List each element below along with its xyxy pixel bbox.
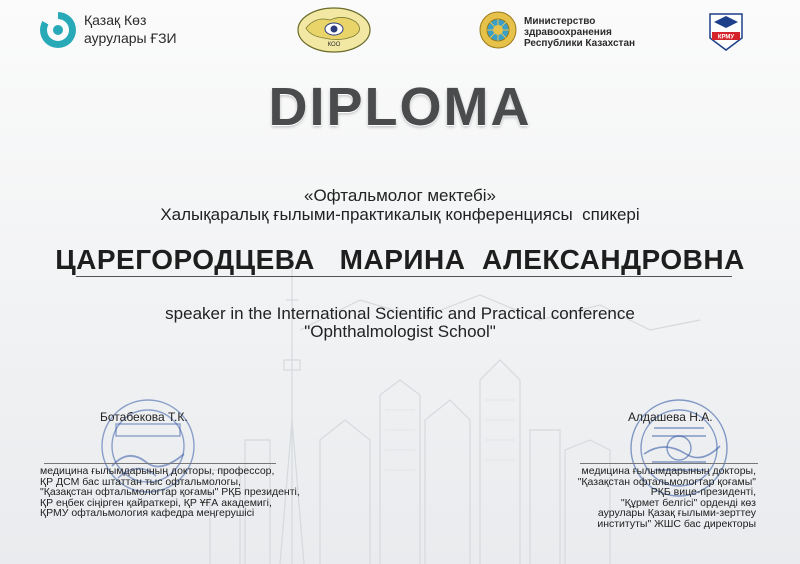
left-signatory-name: Ботабекова Т.К. — [100, 410, 188, 424]
ministry-line3: Республики Казахстан — [524, 38, 636, 49]
school-name: «Офтальмолог мектебі» — [304, 186, 496, 205]
right-credential-line: "Қазақстан офтальмологтар қоғамы" — [577, 475, 756, 488]
right-signatory-credentials — [556, 466, 756, 529]
krmu-university-logo — [706, 8, 746, 52]
left-credential-line: медицина ғылымдарының докторы, профессор, — [40, 465, 275, 477]
right-credential-line: медицина ғылымдарының докторы, — [581, 465, 756, 477]
right-credential-line: РҚБ вице-президенті, — [650, 486, 756, 498]
left-signatory-credentials — [40, 466, 340, 519]
role-kazakh: Халықаралық ғылыми-практикалық конференциясы спикері — [160, 205, 640, 224]
right-signatory-name: Алдашева Н.А. — [628, 410, 713, 424]
kazeye-name-line1: Қазақ Көз — [84, 12, 147, 28]
role-english-line2: "Ophthalmologist School" — [304, 322, 496, 341]
kazeye-name-line2: аурулары ҒЗИ — [84, 30, 177, 46]
role-english-line1: speaker in the International Scientific and Practical conference — [165, 304, 635, 323]
left-credential-line: ҚРМУ офтальмология кафедра меңгерушісі — [40, 507, 255, 519]
ministry-of-health-logo — [478, 10, 638, 52]
right-credential-line: аурулары Қазақ ғылыми-зерттеу — [597, 507, 756, 519]
kazakh-eye-institute-logo — [40, 10, 240, 50]
krmu-label: КРМУ — [717, 34, 735, 41]
right-credential-line: "Құрмет белгісі" орденді көз — [620, 496, 756, 509]
left-signature-line — [44, 463, 276, 464]
state-emblem-icon — [478, 10, 518, 50]
ministry-line1: Министерство — [524, 16, 596, 27]
recipient-name: ЦАРЕГОРОДЦЕВА МАРИНА АЛЕКСАНДРОВНА — [55, 244, 745, 275]
ministry-line2: здравоохранения — [524, 27, 612, 38]
ophthalmology-society-emblem — [294, 6, 374, 58]
eye-pupil-icon — [53, 25, 63, 35]
right-signature-line — [580, 463, 758, 464]
diploma-title: DIPLOMA — [268, 77, 532, 137]
right-credential-line: институты" ЖШС бас директоры — [597, 517, 756, 530]
left-credential-line: "Қазақстан офтальмологтар қоғамы" РҚБ президенті, — [40, 486, 300, 498]
koo-label: КОО — [327, 42, 341, 48]
left-credential-line: ҚР еңбек сіңірген қайраткері, ҚР ҰҒА академигі, — [40, 496, 272, 509]
name-underline — [76, 276, 732, 277]
left-credential-line: ҚР ДСМ бас штаттан тыс офтальмологы, — [40, 475, 241, 488]
